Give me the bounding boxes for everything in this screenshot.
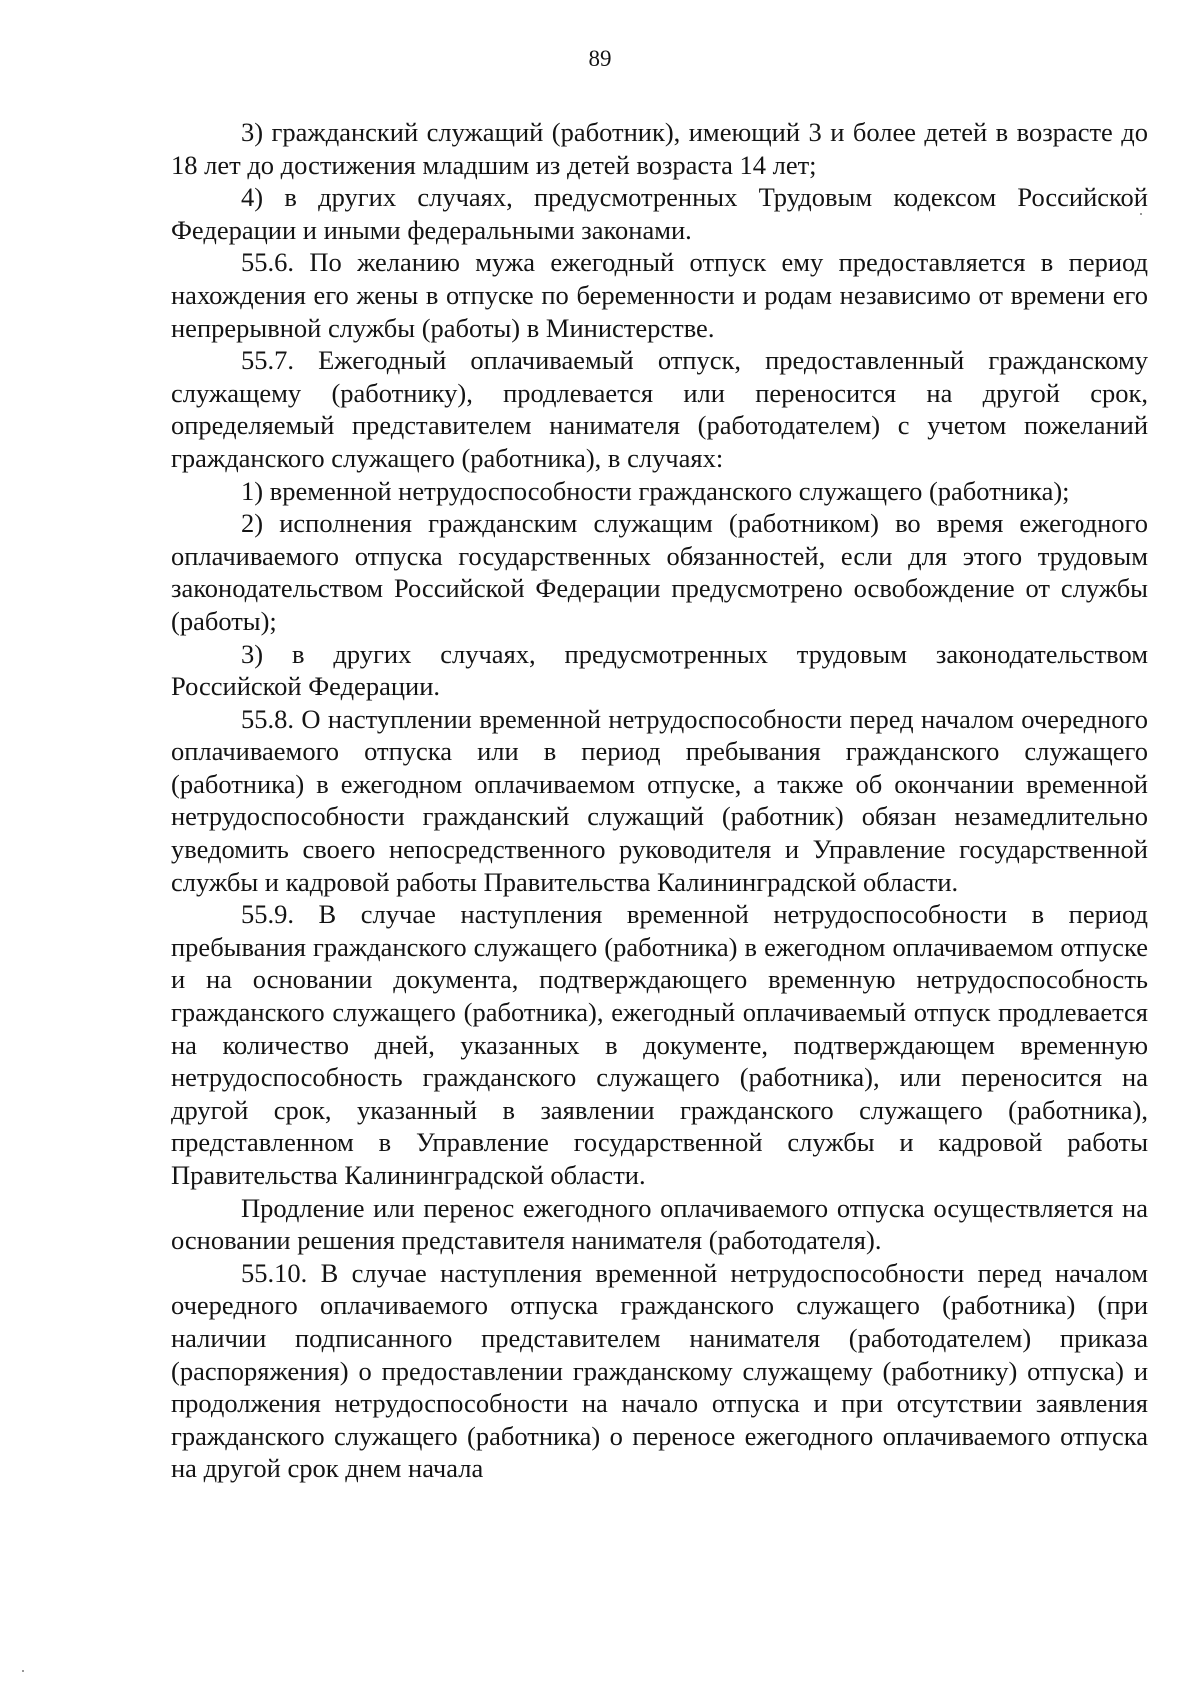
document-body (171, 116, 1148, 1485)
scan-speck (1140, 213, 1142, 215)
paragraph-extension-decision: Продление или перенос ежегодного оплачиваемого отпуска осуществляется на основании решения представителя нанимателя (работодателя). (171, 1192, 1148, 1256)
paragraph-55-10: 55.10. В случае наступления временной нетрудоспособности перед началом очередного оплачиваемого отпуска гражданского служащего (работника) (при наличии подписанного представителем нанимателя (работодателем) приказа (распоряжения) о предоставлении гражданскому служащему (работнику) отпуска) и продолжения нетрудоспособности на начало отпуска и при отсутствии заявления гражданского служащего (работника) о переносе ежегодного оплачиваемого отпуска на другой срок днем начала (171, 1257, 1148, 1484)
paragraph-55-9: 55.9. В случае наступления временной нетрудоспособности в период пребывания гражданского служащего (работника) в ежегодном оплачиваемом отпуске и на основании документа, подтверждающего временную нетрудоспособность гражданского служащего (работника), ежегодный оплачиваемый отпуск продлевается на количество дней, указанных в документе, подтверждающем временную нетрудоспособность гражданского служащего (работника), или переносится на другой срок, указанный в заявлении гражданского служащего (работника), представленном в Управление государственной службы и кадровой работы Правительства Калининградской области. (171, 899, 1148, 1190)
paragraph-4-other-cases: 4) в других случаях, предусмотренных Трудовым кодексом Российской Федерации и иными федеральными законами. (171, 182, 1148, 245)
page-number: 89 (588, 46, 612, 71)
paragraph-55-7: 55.7. Ежегодный оплачиваемый отпуск, предоставленный гражданскому служащему (работнику), продлевается или переносится на другой срок, определяемый представителем нанимателя (работодателем) с учетом пожеланий гражданского служащего (работника), в случаях: (171, 345, 1148, 473)
paragraph-55-6: 55.6. По желанию мужа ежегодный отпуск ему предоставляется в период нахождения его жены в отпуске по беременности и родам независимо от времени его непрерывной службы (работы) в Министерстве. (171, 247, 1148, 343)
paragraph-55-7-item-3: 3) в других случаях, предусмотренных трудовым законодательством Российской Федерации. (171, 638, 1148, 702)
paragraph-55-7-item-2: 2) исполнения гражданским служащим (работником) во время ежегодного оплачиваемого отпуска государственных обязанностей, если для этого трудовым законодательством Российской Федерации предусмотрено освобождение от службы (работы); (171, 508, 1148, 636)
paragraph-55-8: 55.8. О наступлении временной нетрудоспособности перед началом очередного оплачиваемого отпуска или в период пребывания гражданского служащего (работника) в ежегодном оплачиваемом отпуске, а также об окончании временной нетрудоспособности гражданский служащий (работник) обязан незамедлительно уведомить своего непосредственного руководителя и Управление государственной службы и кадровой работы Правительства Калининградской области. (171, 703, 1148, 897)
paragraph-3-children: 3) гражданский служащий (работник), имеющий 3 и более детей в возрасте до 18 лет до достижения младшим из детей возраста 14 лет; (171, 117, 1148, 180)
paragraph-55-7-item-1: 1) временной нетрудоспособности гражданского служащего (работника); (241, 475, 1070, 506)
scan-speck (22, 1670, 24, 1672)
